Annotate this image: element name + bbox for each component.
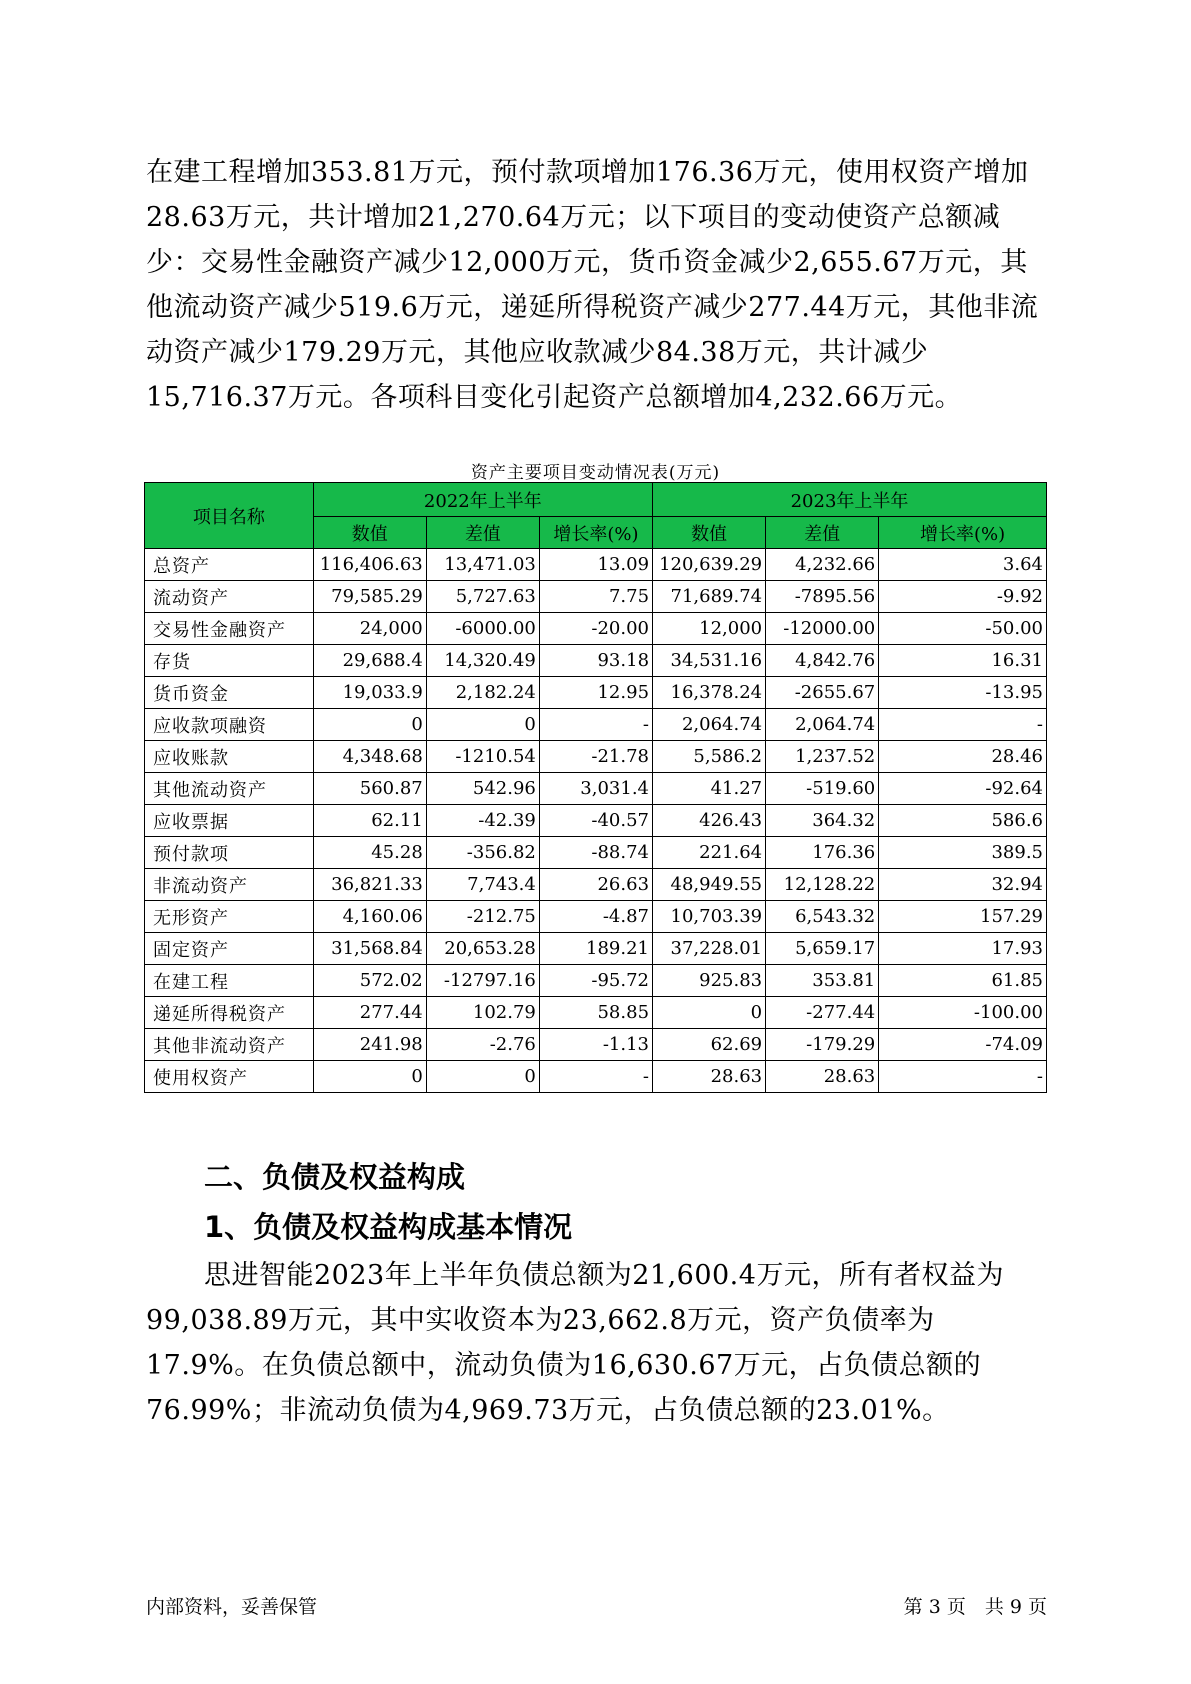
cell-g2023: 389.5 [879, 837, 1047, 869]
cell-d2023: 2,064.74 [766, 709, 879, 741]
cell-g2023: 32.94 [879, 869, 1047, 901]
cell-g2023: -74.09 [879, 1029, 1047, 1061]
cell-g2023: - [879, 1061, 1047, 1093]
cell-v2023: 221.64 [653, 837, 766, 869]
cell-v2022: 45.28 [313, 837, 426, 869]
row-item-name: 流动资产 [145, 581, 314, 613]
cell-d2022: -2.76 [426, 1029, 539, 1061]
cell-d2022: 2,182.24 [426, 677, 539, 709]
cell-d2023: -12000.00 [766, 613, 879, 645]
subheader-diff-2023: 差值 [766, 517, 879, 549]
cell-v2022: 19,033.9 [313, 677, 426, 709]
cell-g2022: 189.21 [539, 933, 652, 965]
cell-v2022: 36,821.33 [313, 869, 426, 901]
row-item-name: 交易性金融资产 [145, 613, 314, 645]
cell-g2023: -13.95 [879, 677, 1047, 709]
cell-v2022: 31,568.84 [313, 933, 426, 965]
cell-d2023: 5,659.17 [766, 933, 879, 965]
cell-g2023: 16.31 [879, 645, 1047, 677]
row-item-name: 存货 [145, 645, 314, 677]
asset-change-table [144, 482, 1047, 1093]
table-row [145, 549, 1047, 581]
cell-g2023: 61.85 [879, 965, 1047, 997]
subheader-diff-2022: 差值 [426, 517, 539, 549]
cell-v2023: 37,228.01 [653, 933, 766, 965]
row-item-name: 无形资产 [145, 901, 314, 933]
cell-d2023: -519.60 [766, 773, 879, 805]
cell-d2022: 20,653.28 [426, 933, 539, 965]
cell-v2022: 4,348.68 [313, 741, 426, 773]
cell-g2022: -95.72 [539, 965, 652, 997]
cell-v2023: 48,949.55 [653, 869, 766, 901]
cell-v2023: 71,689.74 [653, 581, 766, 613]
cell-g2022: -1.13 [539, 1029, 652, 1061]
cell-d2022: 5,727.63 [426, 581, 539, 613]
footer-confidential-note: 内部资料，妥善保管 [146, 1596, 318, 1618]
cell-v2022: 24,000 [313, 613, 426, 645]
table-row [145, 709, 1047, 741]
cell-g2022: -20.00 [539, 613, 652, 645]
table-row [145, 869, 1047, 901]
cell-g2022: 93.18 [539, 645, 652, 677]
row-item-name: 使用权资产 [145, 1061, 314, 1093]
cell-g2022: -4.87 [539, 901, 652, 933]
cell-d2023: -7895.56 [766, 581, 879, 613]
cell-d2023: 4,842.76 [766, 645, 879, 677]
cell-g2022: 58.85 [539, 997, 652, 1029]
cell-v2022: 116,406.63 [313, 549, 426, 581]
row-item-name: 其他流动资产 [145, 773, 314, 805]
cell-d2023: 6,543.32 [766, 901, 879, 933]
table-row [145, 773, 1047, 805]
cell-v2023: 925.83 [653, 965, 766, 997]
cell-d2023: -179.29 [766, 1029, 879, 1061]
cell-d2022: -42.39 [426, 805, 539, 837]
cell-v2023: 10,703.39 [653, 901, 766, 933]
cell-v2022: 0 [313, 709, 426, 741]
subheader-value-2023: 数值 [653, 517, 766, 549]
cell-g2022: -40.57 [539, 805, 652, 837]
row-item-name: 非流动资产 [145, 869, 314, 901]
header-item-name: 项目名称 [145, 483, 314, 549]
cell-v2023: 28.63 [653, 1061, 766, 1093]
cell-g2023: 586.6 [879, 805, 1047, 837]
cell-v2022: 241.98 [313, 1029, 426, 1061]
cell-g2023: -92.64 [879, 773, 1047, 805]
subheader-growth-2022: 增长率(%) [539, 517, 652, 549]
cell-v2023: 426.43 [653, 805, 766, 837]
row-item-name: 应收票据 [145, 805, 314, 837]
cell-g2022: -21.78 [539, 741, 652, 773]
cell-g2023: 157.29 [879, 901, 1047, 933]
cell-d2022: 0 [426, 1061, 539, 1093]
table-row [145, 1029, 1047, 1061]
cell-v2023: 2,064.74 [653, 709, 766, 741]
cell-d2022: 7,743.4 [426, 869, 539, 901]
row-item-name: 在建工程 [145, 965, 314, 997]
cell-v2022: 79,585.29 [313, 581, 426, 613]
row-item-name: 固定资产 [145, 933, 314, 965]
cell-d2022: 14,320.49 [426, 645, 539, 677]
row-item-name: 递延所得税资产 [145, 997, 314, 1029]
cell-g2023: 28.46 [879, 741, 1047, 773]
table-row [145, 997, 1047, 1029]
cell-v2023: 120,639.29 [653, 549, 766, 581]
table-row [145, 677, 1047, 709]
row-item-name: 应收款项融资 [145, 709, 314, 741]
cell-g2023: - [879, 709, 1047, 741]
table-row [145, 933, 1047, 965]
cell-g2023: -50.00 [879, 613, 1047, 645]
row-item-name: 总资产 [145, 549, 314, 581]
cell-v2022: 0 [313, 1061, 426, 1093]
cell-v2023: 16,378.24 [653, 677, 766, 709]
header-period-2022: 2022年上半年 [313, 483, 652, 517]
subsection-heading: 1、负债及权益构成基本情况 [204, 1210, 573, 1244]
table-row [145, 645, 1047, 677]
cell-d2022: -12797.16 [426, 965, 539, 997]
table-row [145, 901, 1047, 933]
cell-d2022: -6000.00 [426, 613, 539, 645]
cell-g2022: -88.74 [539, 837, 652, 869]
cell-d2023: 1,237.52 [766, 741, 879, 773]
cell-d2022: 0 [426, 709, 539, 741]
cell-g2022: 26.63 [539, 869, 652, 901]
table-row [145, 837, 1047, 869]
row-item-name: 预付款项 [145, 837, 314, 869]
cell-d2023: -2655.67 [766, 677, 879, 709]
cell-d2023: -277.44 [766, 997, 879, 1029]
cell-d2023: 12,128.22 [766, 869, 879, 901]
cell-d2022: -1210.54 [426, 741, 539, 773]
cell-g2023: 3.64 [879, 549, 1047, 581]
table-row [145, 1061, 1047, 1093]
table-row [145, 581, 1047, 613]
cell-v2023: 0 [653, 997, 766, 1029]
cell-g2022: 7.75 [539, 581, 652, 613]
row-item-name: 货币资金 [145, 677, 314, 709]
cell-d2023: 176.36 [766, 837, 879, 869]
cell-d2023: 364.32 [766, 805, 879, 837]
cell-v2022: 4,160.06 [313, 901, 426, 933]
cell-v2022: 62.11 [313, 805, 426, 837]
table-row [145, 741, 1047, 773]
cell-d2023: 28.63 [766, 1061, 879, 1093]
intro-paragraph: 在建工程增加353.81万元，预付款项增加176.36万元，使用权资产增加28.63万元，共计增加21,270.64万元；以下项目的变动使资产总额减少：交易性金融资产减少12,000万元，货币资金减少2,655.67万元，其他流动资产减少519.6万元，递延所得税资产减少277.44万元，其他非流动资产减少179.29万元，其他应收款减少84.38万元，共计减少15,716.37万元。各项科目变化引起资产总额增加4,232.66万元。 [146, 157, 1039, 413]
footer-page-number: 第 3 页 共 9 页 [903, 1596, 1047, 1618]
header-period-2023: 2023年上半年 [653, 483, 1047, 517]
cell-g2023: -9.92 [879, 581, 1047, 613]
cell-g2022: 3,031.4 [539, 773, 652, 805]
cell-g2023: 17.93 [879, 933, 1047, 965]
cell-v2023: 34,531.16 [653, 645, 766, 677]
subheader-value-2022: 数值 [313, 517, 426, 549]
subheader-growth-2023: 增长率(%) [879, 517, 1047, 549]
cell-d2022: 13,471.03 [426, 549, 539, 581]
section-heading: 二、负债及权益构成 [204, 1160, 466, 1194]
table-row [145, 965, 1047, 997]
row-item-name: 其他非流动资产 [145, 1029, 314, 1061]
liability-paragraph: 思进智能2023年上半年负债总额为21,600.4万元，所有者权益为99,038.89万元，其中实收资本为23,662.8万元，资产负债率为17.9%。在负债总额中，流动负债为16,630.67万元，占负债总额的76.99%；非流动负债为4,969.73万元，占负债总额的23.01%。 [146, 1260, 1004, 1426]
cell-v2022: 277.44 [313, 997, 426, 1029]
row-item-name: 应收账款 [145, 741, 314, 773]
table-row [145, 805, 1047, 837]
cell-v2023: 41.27 [653, 773, 766, 805]
cell-d2022: 542.96 [426, 773, 539, 805]
table-row [145, 613, 1047, 645]
cell-g2022: - [539, 1061, 652, 1093]
cell-v2022: 572.02 [313, 965, 426, 997]
cell-v2023: 5,586.2 [653, 741, 766, 773]
cell-v2023: 62.69 [653, 1029, 766, 1061]
cell-v2023: 12,000 [653, 613, 766, 645]
cell-d2023: 353.81 [766, 965, 879, 997]
cell-d2022: -356.82 [426, 837, 539, 869]
cell-g2022: - [539, 709, 652, 741]
cell-v2022: 29,688.4 [313, 645, 426, 677]
cell-d2022: -212.75 [426, 901, 539, 933]
cell-g2022: 12.95 [539, 677, 652, 709]
cell-g2023: -100.00 [879, 997, 1047, 1029]
cell-g2022: 13.09 [539, 549, 652, 581]
cell-d2023: 4,232.66 [766, 549, 879, 581]
cell-d2022: 102.79 [426, 997, 539, 1029]
table-caption: 资产主要项目变动情况表(万元) [470, 463, 721, 483]
cell-v2022: 560.87 [313, 773, 426, 805]
